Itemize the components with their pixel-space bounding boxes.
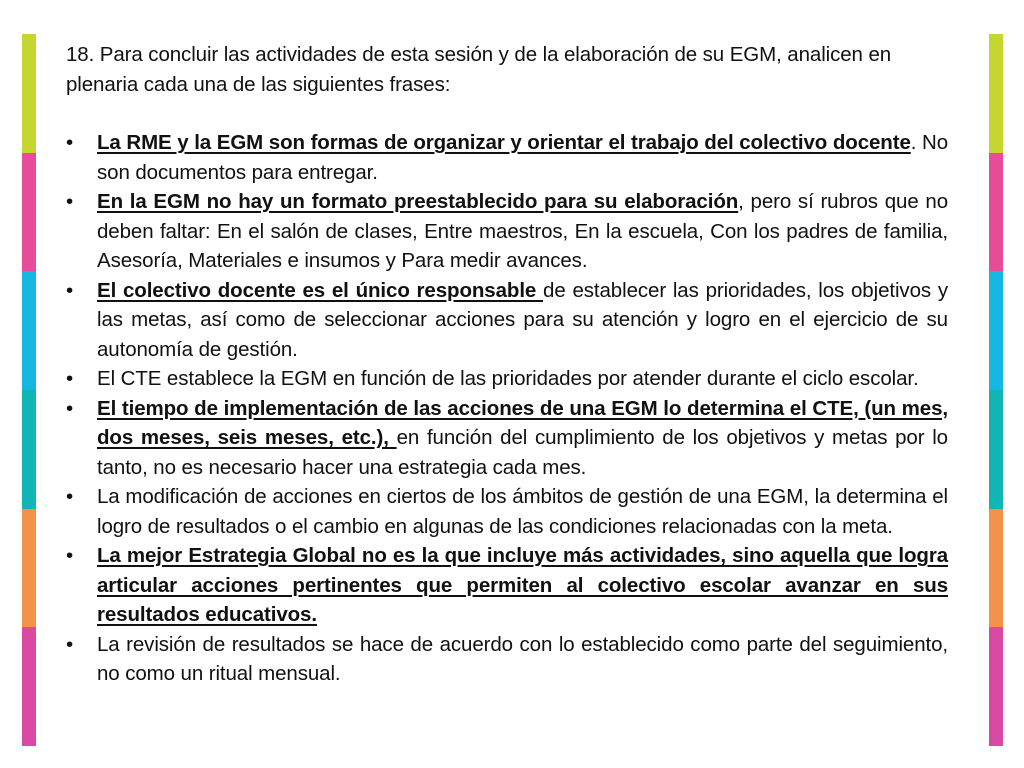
stripe-segment <box>22 153 36 272</box>
list-item <box>66 187 948 276</box>
list-item <box>66 541 948 630</box>
stripe-segment <box>989 271 1003 390</box>
highlighted-phrase: La mejor Estrategia Global no es la que incluye más actividades, sino aquella que logra articular acciones pertinentes que permiten al colectivo escolar avanzar en sus resultados educativos. <box>97 544 948 626</box>
item-text: La modificación de acciones en ciertos de los ámbitos de gestión de una EGM, la determina el logro de resultados o el cambio en algunas de las condiciones relacionadas con la meta. <box>97 485 948 538</box>
item-text: de establecer las prioridades, los objetivos y las metas, así como de seleccionar acciones para su atención y logro en el ejercicio de su autonomía de gestión. <box>97 278 948 361</box>
bullet-icon: • <box>66 485 74 508</box>
highlighted-phrase: En la EGM no hay un formato preestablecido para su elaboración <box>97 190 739 213</box>
bullet-icon: • <box>66 396 74 420</box>
list-item <box>66 630 948 689</box>
item-text: . No son documentos para entregar. <box>97 131 948 184</box>
highlighted-phrase: El tiempo de implementación de las acciones de una EGM lo determina el CTE, (un mes, dos meses, seis meses, etc.), <box>97 396 948 449</box>
bullet-icon: • <box>66 367 74 390</box>
highlighted-phrase: La RME y la EGM son formas de organizar y orientar el trabajo del colectivo docente <box>97 131 911 154</box>
list-item <box>66 128 948 187</box>
stripe-segment <box>22 271 36 390</box>
stripe-segment <box>989 627 1003 746</box>
bullet-icon: • <box>66 190 74 213</box>
bullet-icon: • <box>66 544 74 567</box>
item-text: , pero sí rubros que no deben faltar: En el salón de clases, Entre maestros, En la escuela, Con los padres de familia, Asesoría, Materiales e insumos y Para medir avances. <box>97 190 948 272</box>
bullet-icon: • <box>66 632 74 656</box>
item-text: El CTE establece la EGM en función de las prioridades por atender durante el ciclo escolar. <box>97 367 919 390</box>
stripe-segment <box>989 509 1003 628</box>
stripe-segment <box>989 34 1003 153</box>
list-item <box>66 364 948 394</box>
item-text: en función del cumplimiento de los objetivos y metas por lo tanto, no es necesario hacer una estrategia cada mes. <box>97 426 948 479</box>
stripe-segment <box>22 509 36 628</box>
slide-content <box>66 40 948 689</box>
stripe-segment <box>22 34 36 153</box>
right-color-stripe <box>989 34 1003 746</box>
list-item <box>66 276 948 365</box>
intro-paragraph: 18. Para concluir las actividades de esta sesión y de la elaboración de su EGM, analicen en plenaria cada una de las siguientes frases: <box>66 43 892 96</box>
bullet-icon: • <box>66 278 74 302</box>
stripe-segment <box>22 627 36 746</box>
bullet-icon: • <box>66 131 74 154</box>
left-color-stripe <box>22 34 36 746</box>
list-item <box>66 482 948 541</box>
stripe-segment <box>989 153 1003 272</box>
item-text: La revisión de resultados se hace de acuerdo con lo establecido como parte del seguimiento, no como un ritual mensual. <box>97 632 948 685</box>
list-item <box>66 394 948 483</box>
stripe-segment <box>22 390 36 509</box>
statements-list <box>66 128 948 689</box>
stripe-segment <box>989 390 1003 509</box>
highlighted-phrase: El colectivo docente es el único responsable <box>97 278 544 302</box>
